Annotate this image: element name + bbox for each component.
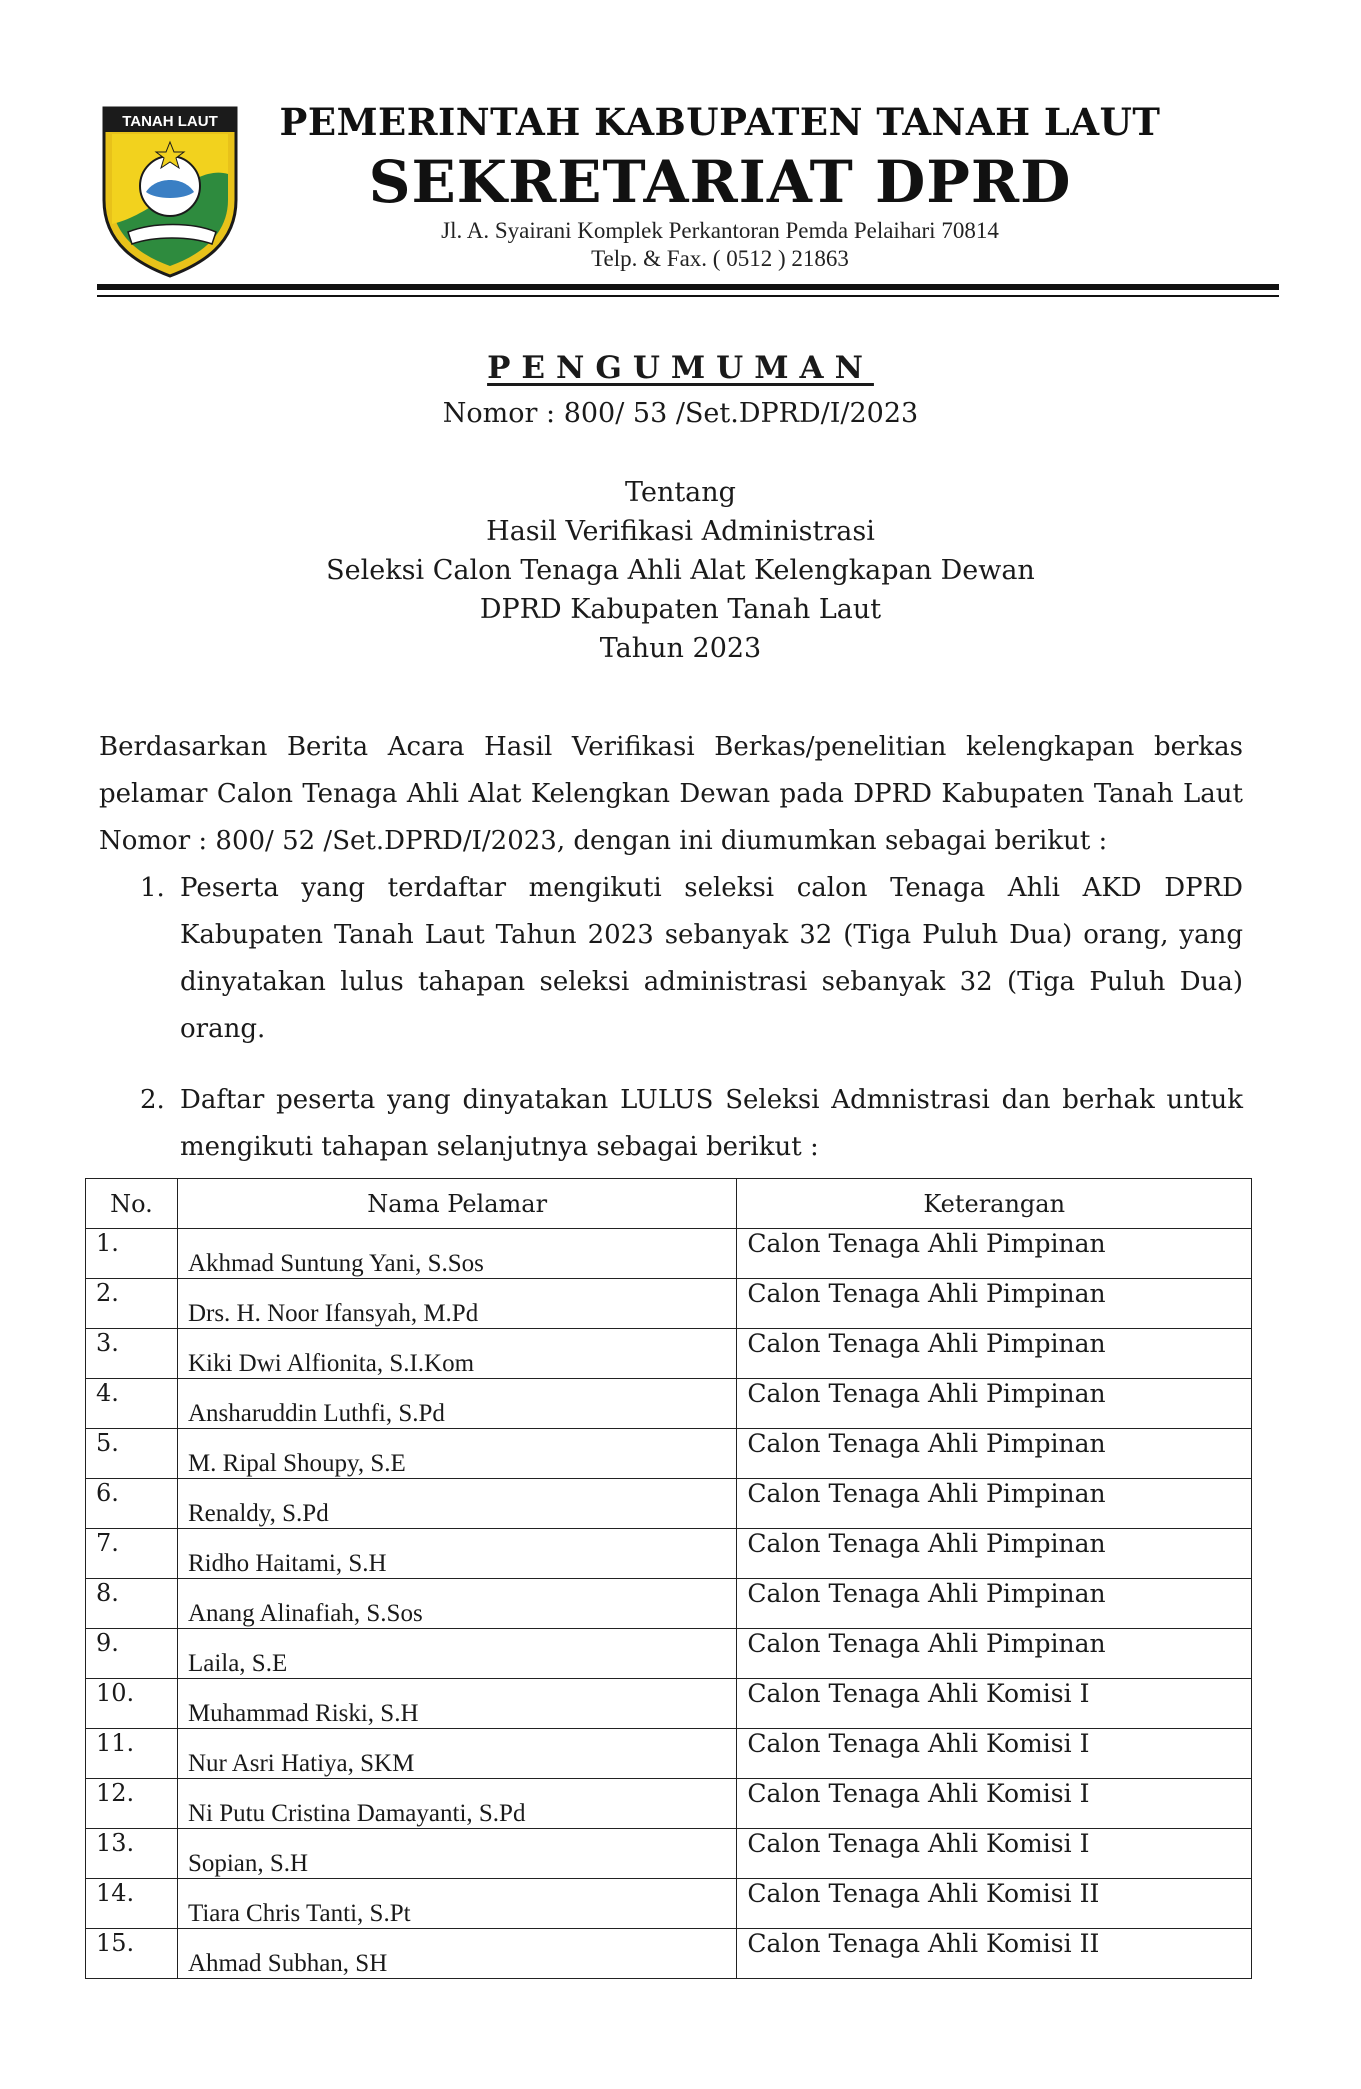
row-number: 9. bbox=[86, 1629, 178, 1679]
applicant-remark: Calon Tenaga Ahli Komisi I bbox=[737, 1679, 1252, 1729]
applicant-remark: Calon Tenaga Ahli Pimpinan bbox=[737, 1429, 1252, 1479]
applicant-remark: Calon Tenaga Ahli Komisi II bbox=[737, 1879, 1252, 1929]
row-number: 15. bbox=[86, 1929, 178, 1979]
table-header-row bbox=[86, 1179, 1252, 1229]
office-name: SEKRETARIAT DPRD bbox=[368, 148, 1072, 216]
applicant-remark: Calon Tenaga Ahli Pimpinan bbox=[737, 1329, 1252, 1379]
applicant-remark: Calon Tenaga Ahli Komisi I bbox=[737, 1779, 1252, 1829]
list-item bbox=[140, 865, 1243, 1053]
row-number: 10. bbox=[86, 1679, 178, 1729]
table-row bbox=[86, 1479, 1252, 1529]
row-number: 8. bbox=[86, 1579, 178, 1629]
list-number: 1. bbox=[140, 873, 165, 903]
table-row bbox=[86, 1379, 1252, 1429]
announcement-number: Nomor : 800/ 53 /Set.DPRD/I/2023 bbox=[442, 398, 919, 429]
row-number: 12. bbox=[86, 1779, 178, 1829]
list-number: 2. bbox=[140, 1085, 165, 1115]
applicant-remark: Calon Tenaga Ahli Komisi I bbox=[737, 1729, 1252, 1779]
row-number: 14. bbox=[86, 1879, 178, 1929]
list-item bbox=[140, 1077, 1243, 1171]
applicant-remark: Calon Tenaga Ahli Pimpinan bbox=[737, 1629, 1252, 1679]
applicant-name: Ahmad Subhan, SH bbox=[177, 1929, 736, 1979]
header-no: No. bbox=[86, 1179, 178, 1229]
list-text: Daftar peserta yang dinyatakan LULUS Seleksi Admnistrasi dan berhak untuk mengikuti tahapan selanjutnya sebagai berikut : bbox=[180, 1085, 1243, 1162]
table-row bbox=[86, 1329, 1252, 1379]
row-number: 7. bbox=[86, 1529, 178, 1579]
applicant-remark: Calon Tenaga Ahli Komisi I bbox=[737, 1829, 1252, 1879]
header-nama: Nama Pelamar bbox=[177, 1179, 736, 1229]
table-row bbox=[86, 1879, 1252, 1929]
applicant-name: Ridho Haitami, S.H bbox=[177, 1529, 736, 1579]
applicant-name: Tiara Chris Tanti, S.Pt bbox=[177, 1879, 736, 1929]
applicant-remark: Calon Tenaga Ahli Pimpinan bbox=[737, 1579, 1252, 1629]
header-keterangan: Keterangan bbox=[737, 1179, 1252, 1229]
row-number: 6. bbox=[86, 1479, 178, 1529]
applicant-name: M. Ripal Shoupy, S.E bbox=[177, 1429, 736, 1479]
applicant-remark: Calon Tenaga Ahli Komisi II bbox=[737, 1929, 1252, 1979]
applicant-remark: Calon Tenaga Ahli Pimpinan bbox=[737, 1529, 1252, 1579]
applicant-name: Anang Alinafiah, S.Sos bbox=[177, 1579, 736, 1629]
subject-line: Seleksi Calon Tenaga Ahli Alat Kelengkapan Dewan bbox=[326, 555, 1035, 586]
table-row bbox=[86, 1629, 1252, 1679]
applicant-remark: Calon Tenaga Ahli Pimpinan bbox=[737, 1379, 1252, 1429]
subject-line: DPRD Kabupaten Tanah Laut bbox=[479, 594, 882, 625]
applicant-name: Laila, S.E bbox=[177, 1629, 736, 1679]
svg-text:TANAH LAUT: TANAH LAUT bbox=[122, 113, 218, 130]
row-number: 11. bbox=[86, 1729, 178, 1779]
subject-line: Hasil Verifikasi Administrasi bbox=[486, 516, 875, 547]
table-row bbox=[86, 1229, 1252, 1279]
table-row bbox=[86, 1579, 1252, 1629]
announcement-points bbox=[140, 865, 1243, 1171]
office-address: Jl. A. Syairani Komplek Perkantoran Pemda Pelaihari 70814 bbox=[441, 218, 999, 243]
applicant-name: Ansharuddin Luthfi, S.Pd bbox=[177, 1379, 736, 1429]
applicant-name: Renaldy, S.Pd bbox=[177, 1479, 736, 1529]
applicant-name: Sopian, S.H bbox=[177, 1829, 736, 1879]
row-number: 2. bbox=[86, 1279, 178, 1329]
table-row bbox=[86, 1529, 1252, 1579]
applicant-remark: Calon Tenaga Ahli Pimpinan bbox=[737, 1479, 1252, 1529]
government-name: PEMERINTAH KABUPATEN TANAH LAUT bbox=[279, 100, 1161, 144]
applicant-remark: Calon Tenaga Ahli Pimpinan bbox=[737, 1229, 1252, 1279]
applicant-name: Akhmad Suntung Yani, S.Sos bbox=[177, 1229, 736, 1279]
table-row bbox=[86, 1829, 1252, 1879]
applicant-remark: Calon Tenaga Ahli Pimpinan bbox=[737, 1279, 1252, 1329]
row-number: 1. bbox=[86, 1229, 178, 1279]
table-body bbox=[86, 1229, 1252, 1979]
applicant-name: Muhammad Riski, S.H bbox=[177, 1679, 736, 1729]
subject-line: Tentang bbox=[625, 477, 736, 508]
office-phone: Telp. & Fax. ( 0512 ) 21863 bbox=[591, 246, 849, 271]
announcement-title: PENGUMUMAN bbox=[487, 350, 874, 386]
table-row bbox=[86, 1429, 1252, 1479]
row-number: 13. bbox=[86, 1829, 178, 1879]
letterhead-thick-rule bbox=[97, 284, 1279, 290]
tanah-laut-emblem-icon bbox=[98, 104, 242, 280]
letterhead bbox=[0, 0, 1361, 300]
subject-line: Tahun 2023 bbox=[599, 633, 762, 664]
letterhead-thin-rule bbox=[97, 295, 1279, 297]
applicant-name: Kiki Dwi Alfionita, S.I.Kom bbox=[177, 1329, 736, 1379]
applicant-name: Nur Asri Hatiya, SKM bbox=[177, 1729, 736, 1779]
intro-paragraph: Berdasarkan Berita Acara Hasil Verifikasi Berkas/penelitian kelengkapan berkas pelamar Calon Tenaga Ahli Alat Kelengkan Dewan pada DPRD Kabupaten Tanah Laut Nomor : 800/ 52 /Set.DPRD/I/2023, dengan ini diumumkan sebagai berikut : bbox=[99, 732, 1243, 856]
row-number: 4. bbox=[86, 1379, 178, 1429]
row-number: 5. bbox=[86, 1429, 178, 1479]
list-text: Peserta yang terdaftar mengikuti seleksi calon Tenaga Ahli AKD DPRD Kabupaten Tanah Laut Tahun 2023 sebanyak 32 (Tiga Puluh Dua) orang, yang dinyatakan lulus tahapan seleksi administrasi sebanyak 32 (Tiga Puluh Dua) orang. bbox=[180, 873, 1243, 1044]
applicant-name: Drs. H. Noor Ifansyah, M.Pd bbox=[177, 1279, 736, 1329]
table-row bbox=[86, 1929, 1252, 1979]
table-row bbox=[86, 1679, 1252, 1729]
table-row bbox=[86, 1729, 1252, 1779]
table-row bbox=[86, 1779, 1252, 1829]
applicant-name: Ni Putu Cristina Damayanti, S.Pd bbox=[177, 1779, 736, 1829]
participants-table bbox=[85, 1178, 1252, 1979]
row-number: 3. bbox=[86, 1329, 178, 1379]
table-row bbox=[86, 1279, 1252, 1329]
